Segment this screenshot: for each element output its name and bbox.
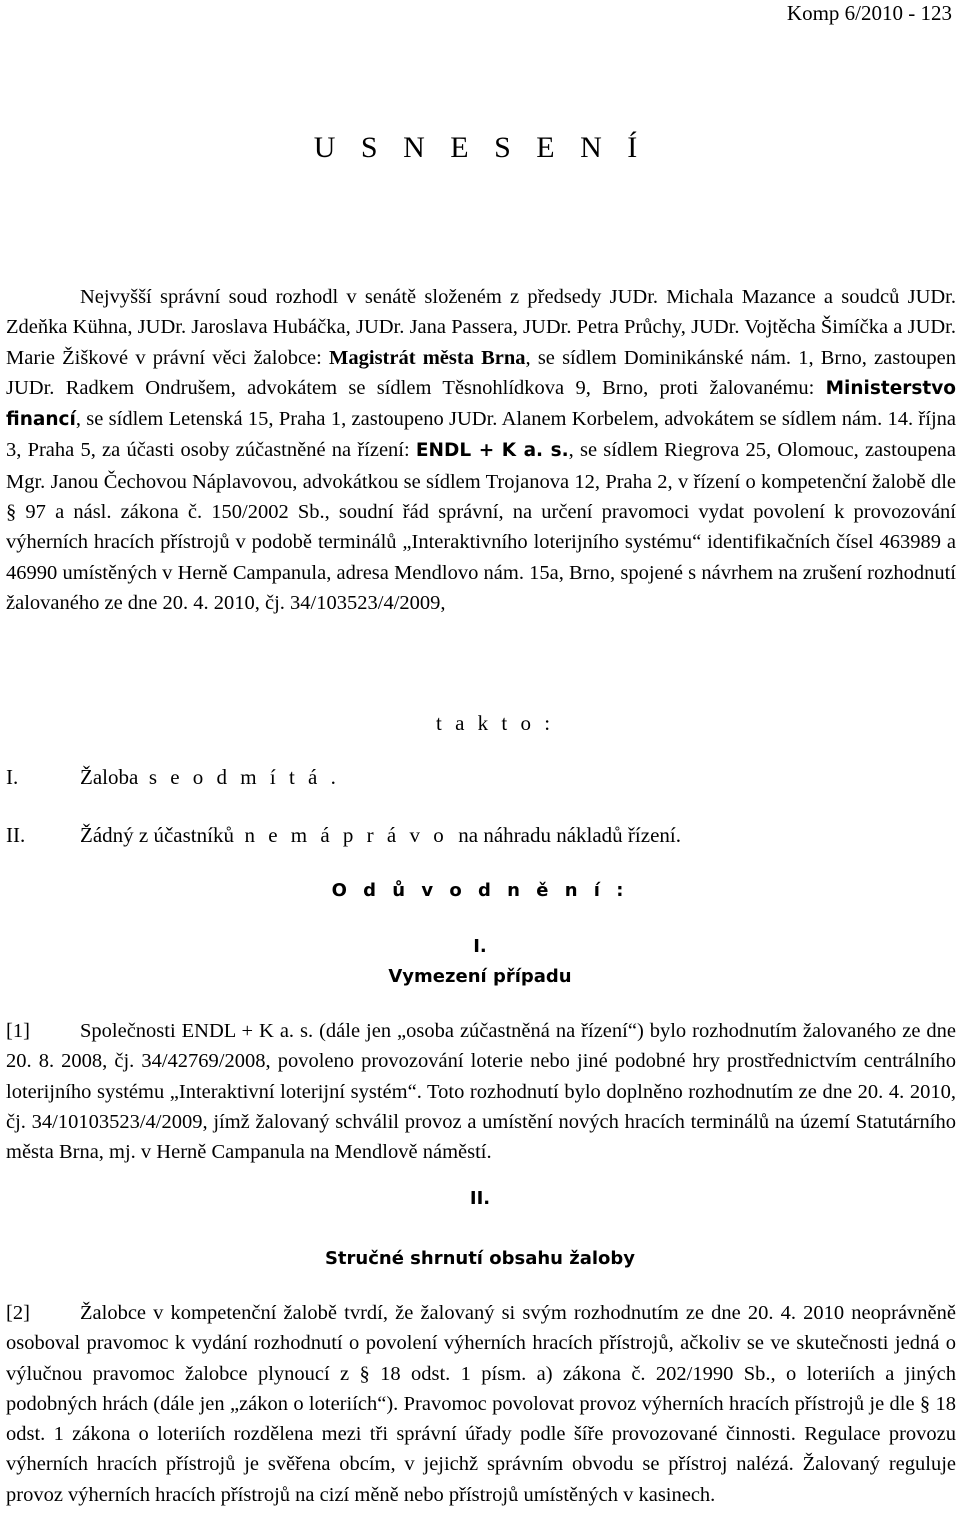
verdict-text: Žádný z účastníků xyxy=(80,823,234,847)
verdict-number: II. xyxy=(6,823,26,847)
intro-text-3: , se sídlem Letenská 15, Praha 1, zastoupeno JUDr. Alanem Korbelem, advokátem se sídlem nám. 14. října 3, Praha 5, za účasti osoby zúčastněné na řízení: xyxy=(6,408,956,462)
verdict-text-end: na náhradu nákladů řízení. xyxy=(458,823,681,847)
section-title: Vymezení případu xyxy=(388,966,572,987)
paragraph-text: Společnosti ENDL + K a. s. (dále jen „osoba zúčastněná na řízení“) bylo rozhodnutím žalovaného ze dne 20. 8. 2008, čj. 34/42769/2008, povoleno provozování loterie nebo jiné podobné hry prostřednictvím centrálního loterijního systému „Interaktivní loterijní systém“. Toto rozhodnutí bylo doplněno rozhodnutím ze dne 20. 4. 2010, čj. 34/10103523/4/2009, jímž žalovaný schválil provoz a umístění nových hracích terminálů na území Statutárního města Brna, mj. v Herně Campanula na Mendlově náměstí. xyxy=(6,1020,956,1164)
paragraph-number: [2] xyxy=(6,1302,30,1324)
section-title: Stručné shrnutí obsahu žaloby xyxy=(324,1248,636,1269)
party-plaintiff: Magistrát města Brna xyxy=(329,346,526,369)
paragraph-2 xyxy=(6,1298,956,1510)
case-reference: Komp 6/2010 - 123 xyxy=(786,1,952,25)
party-intervener: ENDL + K a. s. xyxy=(415,440,569,462)
document-title: U S N E S E N Í xyxy=(313,131,647,164)
intro-text-2: , se sídlem Dominikánské nám. 1, Brno, zastoupen JUDr. Radkem Ondrušem, advokátem se sídlem Těsnohlídkova 9, Brno, proti žalovanému: xyxy=(6,346,957,399)
paragraph-1 xyxy=(6,1016,956,1167)
intro-text-1: Nejvyšší správní soud rozhodl v senátě složeném z předsedy JUDr. Michala Mazance a soudců JUDr. Zdeňka Kühna, JUDr. Jaroslava Hubáčka, JUDr. Jana Passera, JUDr. Petra Průchy, JUDr. Vojtěcha Šimíčka a JUDr. Marie Žiškové v právní věci žalobce: xyxy=(6,286,956,369)
verdict-intro: t a k t o : xyxy=(436,711,555,735)
verdict-emphasis: n e m á p r á v o xyxy=(244,823,448,847)
paragraph-number: [1] xyxy=(6,1020,30,1042)
verdict-number: I. xyxy=(6,765,19,789)
intro-paragraph xyxy=(6,282,956,618)
paragraph-text: Žalobce v kompetenční žalobě tvrdí, že žalovaný si svým rozhodnutím ze dne 20. 4. 2010 neoprávněně osoboval pravomoc k vydání rozhodnutí o povolení výherních hracích přístrojů, ačkoliv se ve skutečnosti jedná o výlučnou pravomoc žalobce plynoucí z § 18 odst. 1 písm. a) zákona č. 202/1990 Sb., o loteriích a jiných podobných hrách (dále jen „zákon o loteriích“). Pravomoc povolovat provoz výherních hracích přístrojů je dle § 18 odst. 1 zákona o loteriích rozdělena mezi tři správní úřady podle šíře provozované činnosti. Regulace provozu výherních hracích přístrojů je svěřena obcím, v jejichž správním obvodu se přístroj nalézá. Žalovaný reguluje provoz výherních hracích přístrojů na cizí měně nebo přístrojů umístěných v kasinech. xyxy=(6,1302,956,1506)
party-defendant: Ministerstvo financí xyxy=(6,377,956,431)
section-number: II. xyxy=(469,1188,491,1209)
intro-text-4: , se sídlem Riegrova 25, Olomouc, zastoupena Mgr. Janou Čechovou Náplavovou, advokátkou se sídlem Trojanova 12, Praha 2, v řízení o kompetenční žalobě dle § 97 a násl. zákona č. 150/2002 Sb., soudní řád správní, na určení pravomoci vydat povolení k provozování výherních hracích přístrojů v podobě terminálů „Interaktivního loterijního systému“ identifikačních čísel 463989 a 46990 umístěných v Herně Campanula, adresa Mendlovo nám. 15a, Brno, spojené s návrhem na zrušení rozhodnutí žalovaného ze dne 20. 4. 2010, čj. 34/103523/4/2009, xyxy=(6,439,957,614)
verdict-text: Žaloba xyxy=(80,765,139,789)
verdict-emphasis: s e o d m í t á . xyxy=(148,765,340,789)
verdict-item-2 xyxy=(6,820,681,850)
verdict-item-1 xyxy=(6,762,340,792)
reasoning-heading: O d ů v o d n ě n í : xyxy=(331,880,629,901)
section-number: I. xyxy=(473,936,487,957)
